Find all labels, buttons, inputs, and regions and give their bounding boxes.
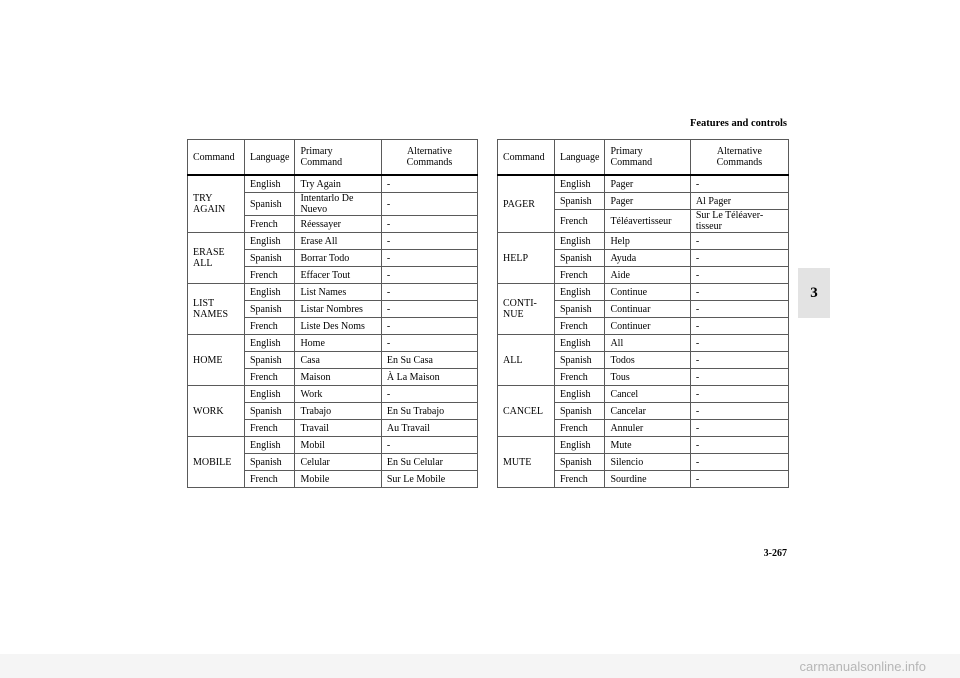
alternative-command-cell: - (381, 250, 477, 267)
primary-command-cell: Casa (295, 352, 381, 369)
language-cell: English (245, 233, 295, 250)
language-cell: English (245, 284, 295, 301)
primary-command-cell: Sourdine (605, 471, 690, 488)
language-cell: French (555, 318, 605, 335)
alternative-command-cell: - (381, 193, 477, 216)
primary-command-cell: Todos (605, 352, 690, 369)
alternative-command-cell: Al Pager (690, 193, 788, 210)
primary-command-cell: Liste Des Noms (295, 318, 381, 335)
header-language: Language (245, 140, 295, 176)
alternative-command-cell: En Su Casa (381, 352, 477, 369)
alternative-command-cell: - (690, 175, 788, 193)
alternative-command-cell: - (690, 369, 788, 386)
table-row (188, 335, 478, 352)
primary-command-cell: Cancel (605, 386, 690, 403)
alternative-command-cell: - (381, 301, 477, 318)
alternative-command-cell: - (690, 233, 788, 250)
language-cell: English (555, 386, 605, 403)
alternative-command-cell: - (690, 267, 788, 284)
language-cell: Spanish (555, 454, 605, 471)
language-cell: English (555, 335, 605, 352)
language-cell: French (245, 216, 295, 233)
table-row (188, 233, 478, 250)
primary-command-cell: Home (295, 335, 381, 352)
alternative-command-cell: - (690, 471, 788, 488)
table-row (188, 386, 478, 403)
primary-command-cell: Mute (605, 437, 690, 454)
alternative-command-cell: - (381, 284, 477, 301)
command-cell: HELP (498, 233, 555, 284)
primary-command-cell: Tous (605, 369, 690, 386)
alternative-command-cell: - (381, 216, 477, 233)
running-header: Features and controls (689, 118, 787, 129)
primary-command-cell: Réessayer (295, 216, 381, 233)
language-cell: English (245, 437, 295, 454)
command-cell: ALL (498, 335, 555, 386)
language-cell: English (245, 175, 295, 193)
alternative-command-cell: - (381, 437, 477, 454)
language-cell: English (555, 175, 605, 193)
table-header-row (188, 140, 478, 176)
alternative-command-cell: - (690, 437, 788, 454)
alternative-command-cell: - (690, 318, 788, 335)
language-cell: French (555, 420, 605, 437)
page-number: 3-267 (763, 548, 787, 559)
language-cell: Spanish (555, 250, 605, 267)
command-cell: PAGER (498, 175, 555, 233)
language-cell: English (245, 335, 295, 352)
language-cell: Spanish (245, 454, 295, 471)
alternative-command-cell: En Su Celular (381, 454, 477, 471)
primary-command-cell: Aide (605, 267, 690, 284)
alternative-command-cell: En Su Trabajo (381, 403, 477, 420)
alternative-command-cell: - (690, 386, 788, 403)
alternative-command-cell: - (381, 175, 477, 193)
language-cell: French (245, 420, 295, 437)
primary-command-cell: Work (295, 386, 381, 403)
table-row (498, 386, 789, 403)
primary-command-cell: Travail (295, 420, 381, 437)
command-cell: HOME (188, 335, 245, 386)
primary-command-cell: Continuar (605, 301, 690, 318)
header-command: Command (498, 140, 555, 176)
footer-watermark: carmanualsonline.info (0, 654, 960, 678)
table-row (498, 284, 789, 301)
language-cell: French (555, 267, 605, 284)
primary-command-cell: All (605, 335, 690, 352)
table-row (188, 284, 478, 301)
primary-command-cell: Intentarlo De Nuevo (295, 193, 381, 216)
command-cell: CANCEL (498, 386, 555, 437)
language-cell: Spanish (555, 352, 605, 369)
language-cell: English (555, 284, 605, 301)
alternative-command-cell: À La Maison (381, 369, 477, 386)
language-cell: Spanish (245, 352, 295, 369)
alternative-command-cell: - (381, 318, 477, 335)
command-cell: MUTE (498, 437, 555, 488)
table-body-right (498, 175, 789, 488)
language-cell: French (245, 369, 295, 386)
primary-command-cell: Cancelar (605, 403, 690, 420)
table-header-row (498, 140, 789, 176)
command-cell: TRY AGAIN (188, 175, 245, 233)
language-cell: French (245, 267, 295, 284)
primary-command-cell: Try Again (295, 175, 381, 193)
command-cell: CONTI-NUE (498, 284, 555, 335)
primary-command-cell: Pager (605, 175, 690, 193)
alternative-command-cell: - (690, 454, 788, 471)
header-command: Command (188, 140, 245, 176)
alternative-command-cell: - (381, 335, 477, 352)
primary-command-cell: Mobile (295, 471, 381, 488)
alternative-command-cell: Au Travail (381, 420, 477, 437)
header-alternative-commands: Alternative Commands (381, 140, 477, 176)
primary-command-cell: Help (605, 233, 690, 250)
alternative-command-cell: - (690, 403, 788, 420)
primary-command-cell: Trabajo (295, 403, 381, 420)
command-cell: ERASE ALL (188, 233, 245, 284)
primary-command-cell: Maison (295, 369, 381, 386)
primary-command-cell: Mobil (295, 437, 381, 454)
primary-command-cell: Téléavertisseur (605, 210, 690, 233)
language-cell: French (245, 471, 295, 488)
alternative-command-cell: - (381, 386, 477, 403)
table-row (498, 233, 789, 250)
alternative-command-cell: Sur Le Mobile (381, 471, 477, 488)
voice-command-table-right (497, 139, 789, 488)
command-cell: WORK (188, 386, 245, 437)
primary-command-cell: Borrar Todo (295, 250, 381, 267)
alternative-command-cell: - (690, 420, 788, 437)
language-cell: Spanish (245, 301, 295, 318)
alternative-command-cell: - (690, 352, 788, 369)
command-cell: MOBILE (188, 437, 245, 488)
primary-command-cell: Listar Nombres (295, 301, 381, 318)
language-cell: French (555, 471, 605, 488)
primary-command-cell: Celular (295, 454, 381, 471)
alternative-command-cell: - (690, 301, 788, 318)
primary-command-cell: Ayuda (605, 250, 690, 267)
header-language: Language (555, 140, 605, 176)
table-row (188, 175, 478, 193)
primary-command-cell: Continuer (605, 318, 690, 335)
voice-command-table-left (187, 139, 478, 488)
header-alternative-commands: Alternative Commands (690, 140, 788, 176)
header-primary-command: Primary Command (605, 140, 690, 176)
alternative-command-cell: - (381, 233, 477, 250)
table-row (498, 335, 789, 352)
language-cell: Spanish (555, 193, 605, 210)
primary-command-cell: Erase All (295, 233, 381, 250)
primary-command-cell: Continue (605, 284, 690, 301)
table-row (188, 437, 478, 454)
primary-command-cell: Effacer Tout (295, 267, 381, 284)
alternative-command-cell: - (381, 267, 477, 284)
primary-command-cell: Silencio (605, 454, 690, 471)
language-cell: French (555, 210, 605, 233)
table-row (498, 437, 789, 454)
alternative-command-cell: Sur Le Téléaver-tisseur (690, 210, 788, 233)
language-cell: Spanish (245, 193, 295, 216)
language-cell: English (555, 233, 605, 250)
table-row (498, 175, 789, 193)
language-cell: Spanish (555, 403, 605, 420)
language-cell: English (245, 386, 295, 403)
alternative-command-cell: - (690, 284, 788, 301)
table-body-left (188, 175, 478, 488)
language-cell: Spanish (245, 250, 295, 267)
language-cell: English (555, 437, 605, 454)
chapter-tab: 3 (798, 268, 830, 318)
command-cell: LIST NAMES (188, 284, 245, 335)
language-cell: French (555, 369, 605, 386)
alternative-command-cell: - (690, 335, 788, 352)
header-primary-command: Primary Command (295, 140, 381, 176)
language-cell: Spanish (245, 403, 295, 420)
primary-command-cell: List Names (295, 284, 381, 301)
language-cell: Spanish (555, 301, 605, 318)
language-cell: French (245, 318, 295, 335)
primary-command-cell: Pager (605, 193, 690, 210)
primary-command-cell: Annuler (605, 420, 690, 437)
alternative-command-cell: - (690, 250, 788, 267)
